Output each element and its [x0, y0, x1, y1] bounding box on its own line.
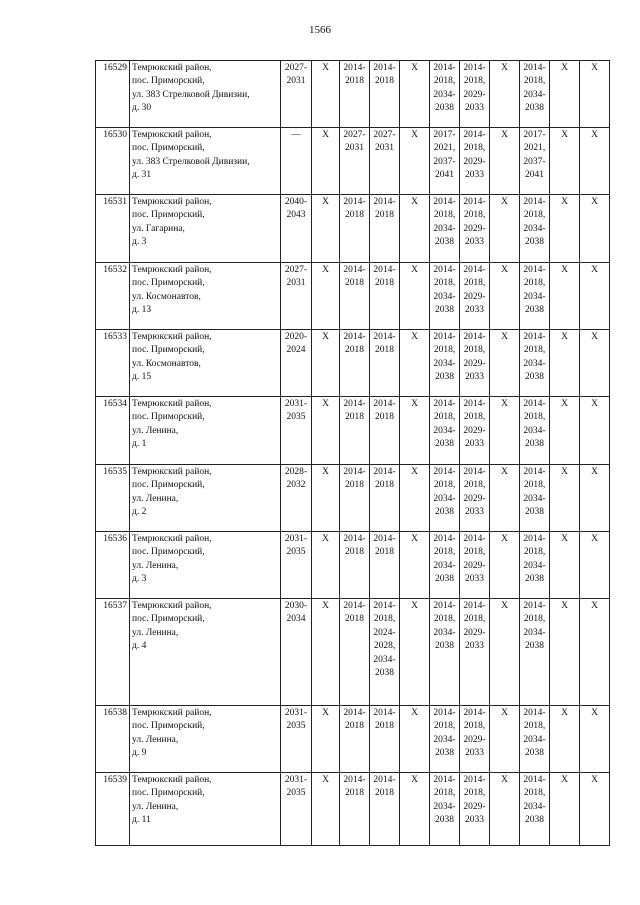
period-cell: 2027- 2031 — [284, 265, 308, 289]
period-cell: 2014- 2018, 2029- 2033 — [463, 467, 486, 518]
row-id: 16533 — [96, 330, 130, 397]
period-cell: 2014- 2018, 2034- 2038 — [523, 775, 546, 826]
table-row — [96, 61, 610, 128]
x-cell: X — [580, 61, 610, 128]
period-cell: 2014- 2018 — [373, 63, 396, 87]
x-cell: X — [490, 773, 520, 846]
x-cell: X — [312, 397, 340, 465]
period-cell: 2028- 2032 — [284, 467, 308, 491]
x-cell: X — [550, 195, 580, 263]
x-cell: X — [400, 195, 430, 263]
address-cell: Темрюкский район, пос. Приморский, ул. Ленина, д. 4 — [132, 601, 212, 652]
period-cell: 2014- 2018 — [373, 399, 396, 423]
period-cell: 2031- 2035 — [284, 775, 308, 799]
period-cell: 2014- 2018 — [373, 534, 396, 558]
x-cell: X — [550, 706, 580, 773]
x-cell: X — [580, 532, 610, 599]
row-id: 16529 — [96, 61, 130, 128]
x-cell: X — [490, 706, 520, 773]
period-cell: 2014- 2018, 2034- 2038 — [523, 197, 546, 248]
period-cell: 2014- 2018, 2029- 2033 — [463, 601, 486, 652]
x-cell: X — [490, 465, 520, 532]
period-cell: 2014- 2018 — [373, 708, 396, 732]
period-cell: 2014- 2018, 2034- 2038 — [523, 467, 546, 518]
x-cell: X — [580, 773, 610, 846]
row-id: 16535 — [96, 465, 130, 532]
period-cell: 2014- 2018, 2034- 2038 — [433, 708, 456, 759]
period-cell: 2014- 2018 — [343, 467, 366, 491]
x-cell: X — [550, 773, 580, 846]
x-cell: X — [550, 465, 580, 532]
x-cell: X — [550, 128, 580, 195]
address-cell: Темрюкский район, пос. Приморский, ул. 383 Стрелковой Дивизии, д. 30 — [132, 63, 250, 114]
address-cell: Темрюкский район, пос. Приморский, ул. Космонавтов, д. 15 — [132, 332, 212, 383]
x-cell: X — [580, 128, 610, 195]
address-cell: Темрюкский район, пос. Приморский, ул. Ленина, д. 2 — [132, 467, 212, 518]
period-cell: 2014- 2018 — [343, 197, 366, 221]
row-id: 16530 — [96, 128, 130, 195]
x-cell: X — [580, 465, 610, 532]
period-cell: 2014- 2018, 2029- 2033 — [463, 399, 486, 450]
period-cell: 2014- 2018 — [343, 775, 366, 799]
row-id: 16534 — [96, 397, 130, 465]
table-row — [96, 465, 610, 532]
x-cell: X — [312, 706, 340, 773]
x-cell: X — [312, 263, 340, 330]
x-cell: X — [400, 263, 430, 330]
x-cell: X — [490, 195, 520, 263]
period-cell: 2017- 2021, 2037- 2041 — [433, 130, 456, 181]
x-cell: X — [490, 532, 520, 599]
period-cell: 2040- 2043 — [284, 197, 308, 221]
x-cell: X — [580, 706, 610, 773]
table-row — [96, 532, 610, 599]
x-cell: X — [550, 263, 580, 330]
table-row — [96, 128, 610, 195]
table-row — [96, 263, 610, 330]
period-cell: 2014- 2018, 2029- 2033 — [463, 265, 486, 316]
x-cell: X — [490, 397, 520, 465]
period-cell: 2014- 2018, 2029- 2033 — [463, 63, 486, 114]
row-id: 16539 — [96, 773, 130, 846]
x-cell: X — [490, 263, 520, 330]
x-cell: X — [400, 532, 430, 599]
x-cell: X — [490, 599, 520, 706]
period-cell: 2014- 2018, 2034- 2038 — [523, 708, 546, 759]
address-cell: Темрюкский район, пос. Приморский, ул. 383 Стрелковой Дивизии, д. 31 — [132, 130, 250, 181]
period-cell: 2014- 2018, 2029- 2033 — [463, 130, 486, 181]
period-cell: 2014- 2018, 2034- 2038 — [433, 534, 456, 585]
period-cell: 2031- 2035 — [284, 708, 308, 732]
period-cell: 2014- 2018, 2034- 2038 — [433, 265, 456, 316]
period-cell: 2014- 2018, 2034- 2038 — [523, 265, 546, 316]
period-cell: 2014- 2018, 2034- 2038 — [433, 332, 456, 383]
address-cell: Темрюкский район, пос. Приморский, ул. Ленина, д. 9 — [132, 708, 212, 759]
address-cell: Темрюкский район, пос. Приморский, ул. Гагарина, д. 3 — [132, 197, 212, 248]
period-cell: 2017- 2021, 2037- 2041 — [523, 130, 546, 181]
x-cell: X — [550, 61, 580, 128]
table-row — [96, 706, 610, 773]
x-cell: X — [312, 195, 340, 263]
x-cell: X — [550, 599, 580, 706]
period-cell: 2031- 2035 — [284, 534, 308, 558]
row-id: 16536 — [96, 532, 130, 599]
period-cell: 2014- 2018, 2034- 2038 — [523, 399, 546, 450]
table-row — [96, 330, 610, 397]
x-cell: X — [312, 61, 340, 128]
period-cell: 2014- 2018, 2024- 2028, 2034- 2038 — [373, 601, 396, 679]
x-cell: X — [400, 706, 430, 773]
period-cell: 2014- 2018 — [373, 265, 396, 289]
period-cell: 2014- 2018 — [343, 63, 366, 87]
period-cell: 2027- 2031 — [343, 130, 366, 154]
period-cell: 2031- 2035 — [284, 399, 308, 423]
table-row — [96, 599, 610, 706]
x-cell: X — [400, 465, 430, 532]
x-cell: X — [490, 61, 520, 128]
period-cell: — — [291, 130, 301, 140]
x-cell: X — [312, 128, 340, 195]
period-cell: 2014- 2018, 2034- 2038 — [523, 601, 546, 652]
period-cell: 2014- 2018 — [343, 332, 366, 356]
period-cell: 2014- 2018 — [373, 467, 396, 491]
period-cell: 2014- 2018 — [343, 534, 366, 558]
x-cell: X — [580, 263, 610, 330]
period-cell: 2014- 2018, 2034- 2038 — [523, 63, 546, 114]
table-row — [96, 195, 610, 263]
x-cell: X — [550, 397, 580, 465]
address-cell: Темрюкский район, пос. Приморский, ул. Ленина, д. 1 — [132, 399, 212, 450]
period-cell: 2014- 2018, 2034- 2038 — [433, 775, 456, 826]
period-cell: 2014- 2018, 2034- 2038 — [523, 332, 546, 383]
x-cell: X — [550, 330, 580, 397]
row-id: 16537 — [96, 599, 130, 706]
period-cell: 2014- 2018, 2029- 2033 — [463, 332, 486, 383]
period-cell: 2027- 2031 — [373, 130, 396, 154]
x-cell: X — [580, 599, 610, 706]
x-cell: X — [312, 330, 340, 397]
period-cell: 2014- 2018 — [343, 265, 366, 289]
period-cell: 2014- 2018, 2034- 2038 — [433, 601, 456, 652]
x-cell: X — [400, 599, 430, 706]
x-cell: X — [312, 599, 340, 706]
x-cell: X — [312, 465, 340, 532]
row-id: 16532 — [96, 263, 130, 330]
period-cell: 2014- 2018 — [373, 197, 396, 221]
x-cell: X — [400, 773, 430, 846]
table-row — [96, 773, 610, 846]
schedule-table — [95, 60, 610, 846]
period-cell: 2027- 2031 — [284, 63, 308, 87]
x-cell: X — [400, 128, 430, 195]
address-cell: Темрюкский район, пос. Приморский, ул. Космонавтов, д. 13 — [132, 265, 212, 316]
period-cell: 2020- 2024 — [284, 332, 308, 356]
period-cell: 2014- 2018, 2029- 2033 — [463, 708, 486, 759]
x-cell: X — [580, 330, 610, 397]
row-id: 16531 — [96, 195, 130, 263]
x-cell: X — [400, 330, 430, 397]
period-cell: 2014- 2018 — [373, 775, 396, 799]
period-cell: 2014- 2018, 2034- 2038 — [433, 399, 456, 450]
period-cell: 2014- 2018, 2034- 2038 — [433, 467, 456, 518]
address-cell: Темрюкский район, пос. Приморский, ул. Ленина, д. 11 — [132, 775, 212, 826]
x-cell: X — [580, 397, 610, 465]
x-cell: X — [400, 397, 430, 465]
period-cell: 2014- 2018, 2034- 2038 — [523, 534, 546, 585]
table-row — [96, 397, 610, 465]
address-cell: Темрюкский район, пос. Приморский, ул. Ленина, д. 3 — [132, 534, 212, 585]
period-cell: 2014- 2018, 2034- 2038 — [433, 63, 456, 114]
page-number: 1566 — [309, 24, 331, 36]
x-cell: X — [490, 128, 520, 195]
x-cell: X — [580, 195, 610, 263]
period-cell: 2014- 2018 — [343, 601, 366, 625]
x-cell: X — [550, 532, 580, 599]
period-cell: 2030- 2034 — [284, 601, 308, 625]
x-cell: X — [490, 330, 520, 397]
x-cell: X — [312, 773, 340, 846]
row-id: 16538 — [96, 706, 130, 773]
period-cell: 2014- 2018 — [343, 399, 366, 423]
period-cell: 2014- 2018 — [343, 708, 366, 732]
period-cell: 2014- 2018, 2034- 2038 — [433, 197, 456, 248]
period-cell: 2014- 2018, 2029- 2033 — [463, 775, 486, 826]
period-cell: 2014- 2018, 2029- 2033 — [463, 534, 486, 585]
x-cell: X — [312, 532, 340, 599]
period-cell: 2014- 2018, 2029- 2033 — [463, 197, 486, 248]
period-cell: 2014- 2018 — [373, 332, 396, 356]
x-cell: X — [400, 61, 430, 128]
